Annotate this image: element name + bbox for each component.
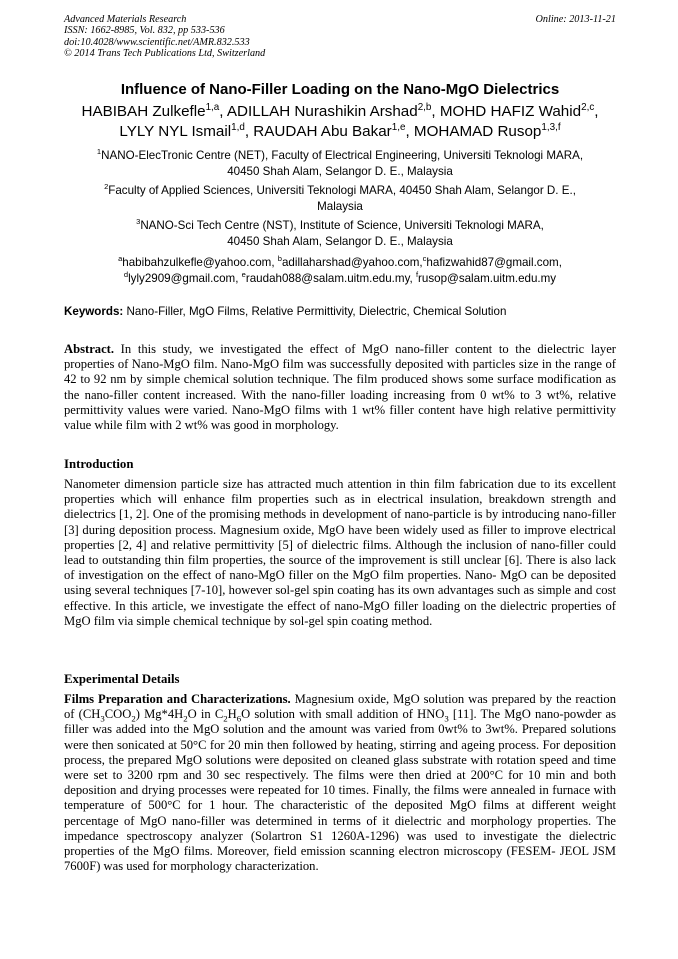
author-separator: ,	[244, 123, 254, 140]
author-list	[52, 102, 628, 142]
experimental-heading: Experimental Details	[64, 672, 180, 686]
email-link[interactable]: adillaharshad@yahoo.com,	[281, 256, 423, 269]
email-link[interactable]: rusop@salam.uitm.edu.my	[418, 272, 557, 285]
author-affil-marker: 1,d	[231, 121, 245, 133]
affiliation-number: 1	[96, 147, 102, 157]
introduction-heading: Introduction	[64, 457, 134, 471]
journal-header	[64, 14, 616, 59]
affiliation-2	[70, 183, 610, 215]
keywords	[64, 305, 624, 318]
affiliation-number: 3	[136, 217, 141, 227]
author-separator: ,	[431, 103, 440, 120]
author-name: ADILLAH Nurashikin Arshad	[226, 103, 418, 120]
affiliation-text-line2: 40450 Shah Alam, Selangor D. E., Malaysia	[227, 235, 453, 248]
affiliation-text: Faculty of Applied Sciences, Universiti Teknologi MARA, 40450 Shah Alam, Selangor D. E.,	[108, 184, 576, 197]
email-link[interactable]: lyly2909@gmail.com,	[128, 272, 242, 285]
affiliation-text: NANO-ElecTronic Centre (NET), Faculty of Electrical Engineering, Universiti Teknologi MARA,	[101, 149, 584, 162]
affiliation-number: 2	[104, 182, 109, 192]
author-name: HABIBAH Zulkefle	[81, 103, 206, 120]
author-separator: ,	[594, 103, 599, 120]
author-line-1	[52, 102, 628, 122]
affiliation-3	[70, 218, 610, 250]
keywords-text: Nano-Filler, MgO Films, Relative Permittivity, Dielectric, Chemical Solution	[123, 305, 507, 318]
abstract-label: Abstract.	[64, 342, 115, 356]
author-name: MOHD HAFIZ Wahid	[439, 103, 582, 120]
journal-doi: doi:10.4028/www.scientific.net/AMR.832.533	[64, 36, 250, 48]
abstract-text: In this study, we investigated the effect of MgO nano-filler content to the dielectric layer properties of Nano-MgO film. Nano-MgO film was successfully deposited with particles size in the range of 42 to 92 nm by simple chemical solution technique. The film produced shows some surface modification as the nano-filler content increased. With the nano-filler loading increasing from 0 wt% to 3 wt%, relative permittivity values were varied. Nano-MgO films with 1 wt% filler content have high relative permittivity value while film with 2 wt% was good in morphology.	[64, 342, 616, 433]
affiliation-text-line2: Malaysia	[317, 200, 363, 213]
email-link[interactable]: raudah088@salam.uitm.edu.my,	[245, 272, 416, 285]
affiliation-text-line2: 40450 Shah Alam, Selangor D. E., Malaysia	[227, 165, 453, 178]
online-date: Online: 2013-11-21	[535, 14, 616, 25]
introduction-text: Nanometer dimension particle size has attracted much attention in thin film fabrication due to its excellent properties which will enhance film properties such as in electrical insulation, breakdown strength and dielectrics [1, 2]. One of the promising methods in development of nano-particle is by introducing nano-filler [3] during deposition process. Magnesium oxide, MgO have been widely used as filler to improve electrical properties [2, 4] and relative permittivity [5] of dielectric films. Although the inclusion of nano-filler could lead to outstanding thin film properties, the source of the improvement is still unclear [6]. There is also lack of investigation on the effect of nano-MgO filler on the MgO film properties. Nano- MgO can be deposited using several techniques [7-10], however sol-gel spin coating has its own advantages such as simple and cost effective. In this article, we investigate the effect of nano-MgO filler loading on the dielectric properties of MgO film via simple chemical technique by sol-gel spin coating method.	[64, 477, 616, 628]
experimental-text: Films Preparation and Characterizations. Magnesium oxide, MgO solution was prepared by the reaction of $(CH_3COO_2)$ $Mg*4H_2O$ in $C_2H_6O$ solution with small addition of $HNO_3$ [11]. The MgO nano-powder as filler was added into the MgO solution and the amount was varied from 0wt% to 3wt%. Prepared solutions were then sonicated at 50°C for 20 min then followed by heating, stirring and ageing process. For deposition process, the prepared MgO solutions were deposited on cleaned glass substrate with rotation speed and time were set to 3200 rpm and 30 sec respectively. The films were then dried at 200°C for 10 min and both deposition and drying processes were repeated for 10 times. Finally, the films were annealed in furnace with temperature of 500°C for 1 hour. The characteristic of the deposited MgO films at different weight percentage of MgO nano-filler was determined in terms of it dielectric and morphology properties. The impedance spectroscopy analyzer (Solartron S1 1260A-1296) was used to investigate the dielectric properties of the MgO films. Moreover, field emission scanning electron microscopy (FESEM- JEOL JSM 7600F) was used for morphology characterization.	[64, 692, 617, 874]
author-name: MOHAMAD Rusop	[413, 123, 542, 140]
author-affil-marker: 1,a	[205, 101, 220, 113]
author-separator: ,	[405, 123, 414, 140]
experimental-subheading: Films Preparation and Characterizations.	[64, 692, 291, 706]
paper-title: Influence of Nano-Filler Loading on the Nano-MgO Dielectrics	[120, 81, 560, 98]
author-name: RAUDAH Abu Bakar	[253, 123, 392, 140]
email-link[interactable]: habibahzulkefle@yahoo.com,	[122, 256, 278, 269]
affiliation-1	[70, 148, 610, 180]
author-line-2	[52, 122, 628, 142]
journal-copyright: © 2014 Trans Tech Publications Ltd, Switzerland	[64, 47, 266, 59]
affiliation-text: NANO-Sci Tech Centre (NST), Institute of Science, Universiti Teknologi MARA,	[140, 219, 544, 232]
author-name: LYLY NYL Ismail	[119, 123, 232, 140]
journal-name: Advanced Materials Research	[64, 14, 187, 25]
keywords-label: Keywords:	[64, 305, 124, 318]
author-affil-marker: 2,b	[417, 101, 432, 113]
author-separator: ,	[219, 103, 227, 120]
author-affil-marker: 2,c	[581, 101, 595, 113]
author-affil-marker: 1,e	[391, 121, 406, 133]
journal-issn: ISSN: 1662-8985, Vol. 832, pp 533-536	[64, 25, 225, 37]
email-link[interactable]: hafizwahid87@gmail.com,	[426, 256, 562, 269]
abstract	[64, 342, 616, 433]
author-affil-marker: 1,3,f	[541, 121, 561, 133]
author-emails: $^a$habibahzulkefle@yahoo.com, $^b$adillaharshad@yahoo.com,$^c$hafizwahid87@gmail.com, $^d$lyly2909@gmail.com, $^e$raudah088@salam.uitm.edu.my, $^f$rusop@salam.uitm.edu.my	[118, 254, 562, 285]
